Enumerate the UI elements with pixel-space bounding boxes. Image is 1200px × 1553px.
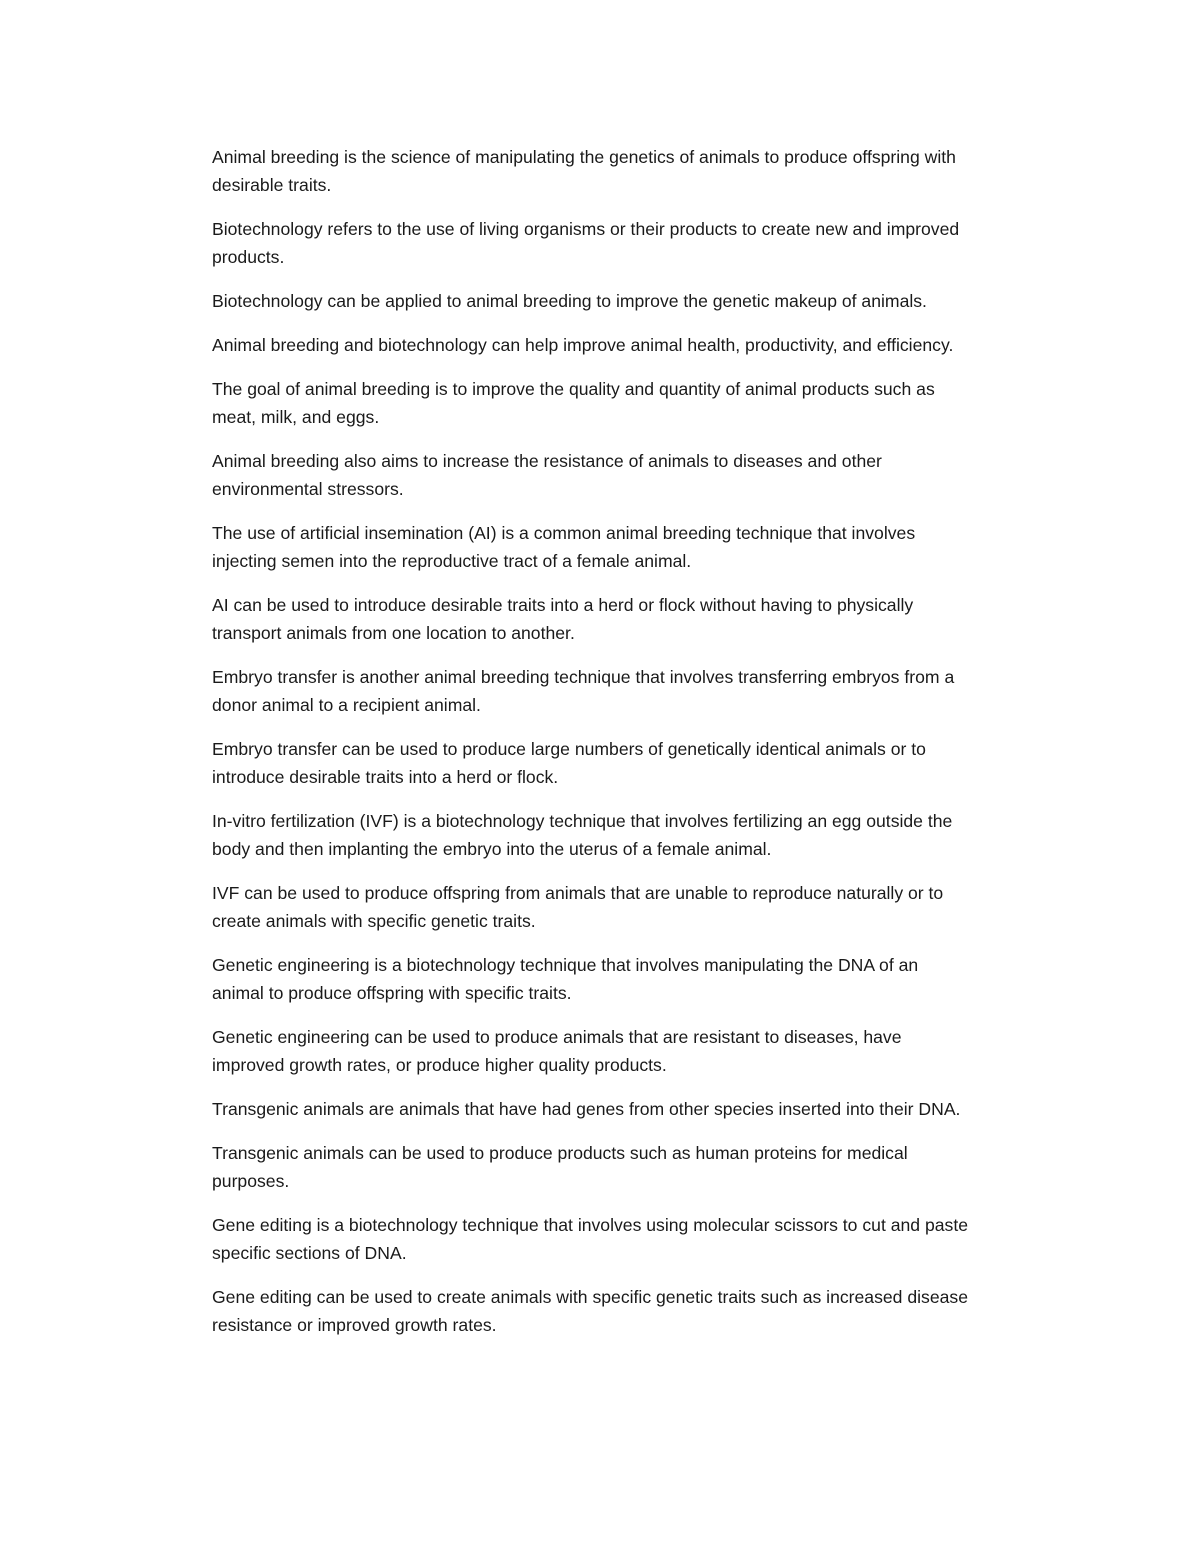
text-line: The goal of animal breeding is to improve the quality and quantity of animal products such as [212,379,935,399]
text-line: specific sections of DNA. [212,1243,407,1263]
text-line: Biotechnology can be applied to animal breeding to improve the genetic makeup of animals. [212,291,927,311]
text-line: injecting semen into the reproductive tract of a female animal. [212,551,692,571]
text-line: resistance or improved growth rates. [212,1315,497,1335]
text-line: meat, milk, and eggs. [212,407,380,427]
paragraph [212,331,1072,359]
text-line: create animals with specific genetic traits. [212,911,536,931]
paragraph [212,879,1072,935]
paragraph [212,663,1072,719]
paragraph [212,1283,1072,1339]
text-line: Genetic engineering can be used to produce animals that are resistant to diseases, have [212,1027,902,1047]
paragraph [212,591,1072,647]
paragraph [212,447,1072,503]
text-line: products. [212,247,285,267]
text-line: The use of artificial insemination (AI) is a common animal breeding technique that involves [212,523,916,543]
text-line: IVF can be used to produce offspring from animals that are unable to reproduce naturally or to [212,883,944,903]
text-line: In-vitro fertilization (IVF) is a biotechnology technique that involves fertilizing an egg outside the [212,811,953,831]
text-line: Transgenic animals are animals that have had genes from other species inserted into their DNA. [212,1099,961,1119]
text-line: animal to produce offspring with specific traits. [212,983,572,1003]
text-line: Animal breeding is the science of manipulating the genetics of animals to produce offspring with [212,147,956,167]
paragraph [212,1211,1072,1267]
text-line: Gene editing can be used to create animals with specific genetic traits such as increased disease [212,1287,968,1307]
paragraph [212,951,1072,1007]
text-line: Gene editing is a biotechnology technique that involves using molecular scissors to cut and paste [212,1215,968,1235]
text-line: improved growth rates, or produce higher quality products. [212,1055,667,1075]
paragraph [212,143,1072,199]
paragraph [212,375,1072,431]
text-line: AI can be used to introduce desirable traits into a herd or flock without having to physically [212,595,914,615]
text-line: Biotechnology refers to the use of living organisms or their products to create new and improved [212,219,960,239]
paragraph [212,1139,1072,1195]
paragraph [212,807,1072,863]
text-line: Embryo transfer can be used to produce large numbers of genetically identical animals or to [212,739,926,759]
text-line: environmental stressors. [212,479,404,499]
text-line: introduce desirable traits into a herd or flock. [212,767,559,787]
paragraph [212,519,1072,575]
text-line: Animal breeding also aims to increase the resistance of animals to diseases and other [212,451,882,471]
text-line: Transgenic animals can be used to produce products such as human proteins for medical [212,1143,908,1163]
text-line: purposes. [212,1171,290,1191]
text-line: body and then implanting the embryo into the uterus of a female animal. [212,839,772,859]
paragraph [212,287,1072,315]
paragraph [212,735,1072,791]
paragraph [212,215,1072,271]
paragraph [212,1023,1072,1079]
text-line: Embryo transfer is another animal breeding technique that involves transferring embryos from a [212,667,955,687]
text-line: donor animal to a recipient animal. [212,695,481,715]
text-line: Genetic engineering is a biotechnology technique that involves manipulating the DNA of an [212,955,919,975]
document-page [212,143,1072,1355]
text-line: Animal breeding and biotechnology can help improve animal health, productivity, and efficiency. [212,335,954,355]
text-line: transport animals from one location to another. [212,623,575,643]
paragraph [212,1095,1072,1123]
text-line: desirable traits. [212,175,332,195]
